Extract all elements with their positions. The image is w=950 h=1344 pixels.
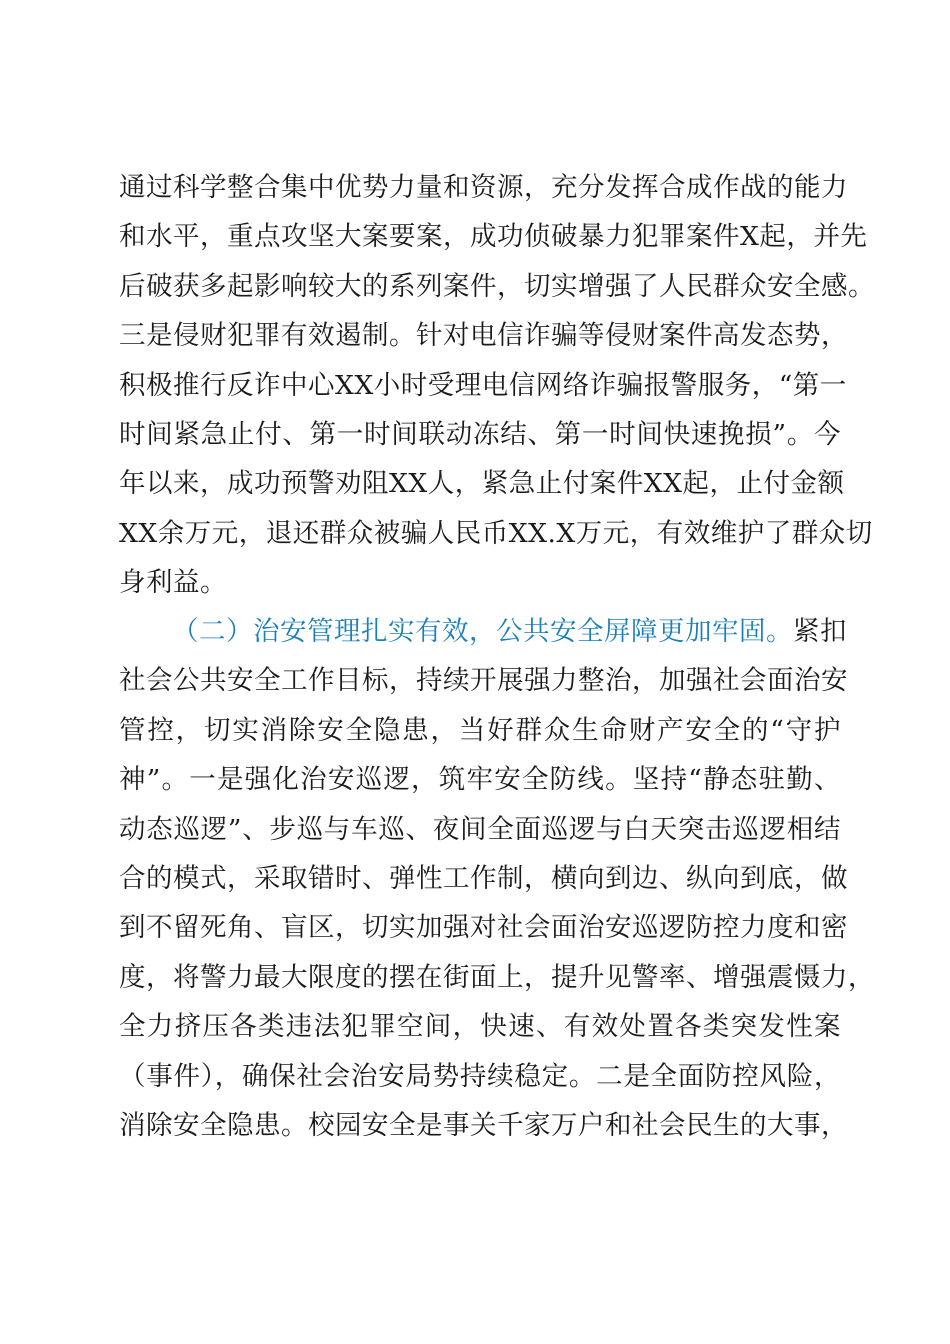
- text-line: XX余万元，退还群众被骗人民币XX.X万元，有效维护了群众切: [119, 517, 873, 549]
- text-line: 三是侵财犯罪有效遏制。针对电信诈骗等侵财案件高发态势，: [119, 320, 848, 352]
- text-line: 年以来，成功预警劝阻XX人，紧急止付案件XX起，止付金额: [119, 468, 845, 500]
- text-line: 度，将警力最大限度的摆在街面上，提升见警率、增强震慑力，: [119, 961, 875, 993]
- text-line: 通过科学整合集中优势力量和资源，充分发挥合成作战的能力: [119, 172, 848, 203]
- text-line: 积极推行反诈中心XX小时受理电信网络诈骗报警服务，“第一: [119, 369, 847, 401]
- text-line: 时间紧急止付、第一时间联动冻结、第一时间快速挽损”。今: [119, 418, 841, 450]
- text-line: 后破获多起影响较大的系列案件，切实增强了人民群众安全感。: [119, 270, 875, 302]
- text-line: 管控，切实消除安全隐患，当好群众生命财产安全的“守护: [119, 714, 841, 746]
- text-line: 神”。一是强化治安巡逻，筑牢安全防线。坚持“静态驻勤、: [119, 764, 841, 796]
- text-line: 到不留死角、盲区，切实加强对社会面治安巡逻防控力度和密: [119, 912, 848, 944]
- text-line: （事件），确保社会治安局势持续稳定。二是全面防控风险，: [119, 1060, 841, 1092]
- paragraph-2-first-tail: 紧扣: [793, 616, 847, 647]
- text-line: 和水平，重点攻坚大案要案，成功侦破暴力犯罪案件X起，并先: [119, 221, 868, 253]
- section-heading-line: [119, 607, 847, 656]
- text-line: 全力挤压各类违法犯罪空间，快速、有效处置各类突发性案: [119, 1011, 841, 1043]
- paragraph-2: [119, 607, 875, 1150]
- text-line: 合的模式，采取错时、弹性工作制，横向到边、纵向到底，做: [119, 862, 848, 894]
- text-line: 身利益。: [119, 567, 227, 599]
- section-heading: （二）治安管理扎实有效，公共安全屏障更加牢固。: [172, 616, 793, 647]
- text-line: 社会公共安全工作目标，持续开展强力整治，加强社会面治安: [119, 665, 848, 697]
- text-line: 动态巡逻”、步巡与车巡、夜间全面巡逻与白天突击巡逻相结: [119, 813, 841, 845]
- paragraph-1: [119, 163, 875, 608]
- text-line: 消除安全隐患。校园安全是事关千家万户和社会民生的大事，: [119, 1109, 848, 1141]
